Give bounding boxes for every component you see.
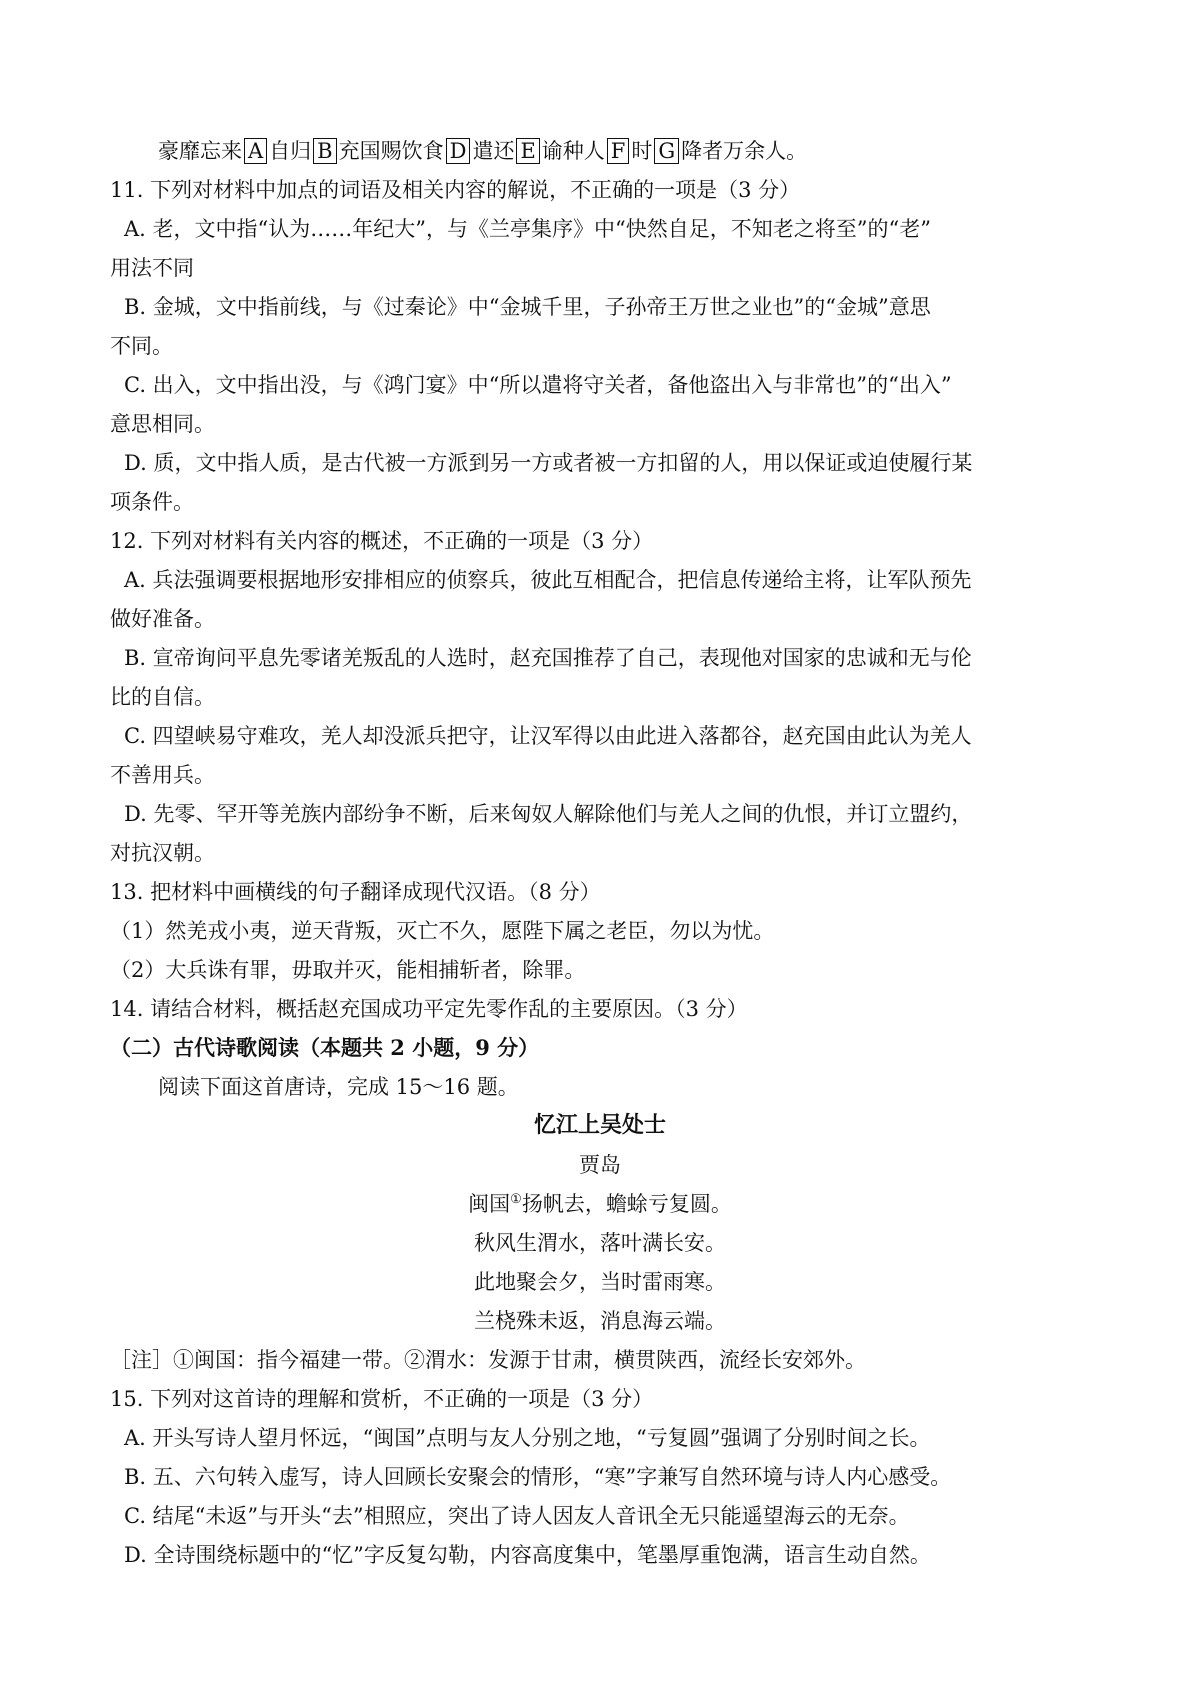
passage-text: 自归 xyxy=(269,139,312,163)
boxed-marker-b: B xyxy=(313,138,336,164)
poem-notes: ［注］①闽国：指今福建一带。②渭水：发源于甘肃，横贯陕西，流经长安郊外。 xyxy=(110,1348,866,1372)
poem-text: 扬帆去，蟾蜍亏复圆。 xyxy=(521,1192,732,1216)
passage-text: 降者万余人。 xyxy=(681,139,808,163)
q12-option-a-cont: 做好准备。 xyxy=(110,607,215,631)
passage-text: 谕种人 xyxy=(541,139,605,163)
q11-option-b-cont: 不同。 xyxy=(110,334,173,358)
q12-option-d-cont: 对抗汉朝。 xyxy=(110,841,215,865)
q15-option-c: C. 结尾“未返”与开头“去”相照应，突出了诗人因友人音讯全无只能遥望海云的无奈。 xyxy=(124,1504,910,1528)
question-14-stem: 14. 请结合材料，概括赵充国成功平定先零作乱的主要原因。（3 分） xyxy=(110,997,748,1021)
question-13-stem: 13. 把材料中画横线的句子翻译成现代汉语。（8 分） xyxy=(110,880,601,904)
q11-option-c-cont: 意思相同。 xyxy=(110,412,215,436)
q12-option-b: B. 宣帝询问平息先零诸羌叛乱的人选时，赵充国推荐了自己，表现他对国家的忠诚和无与伦 xyxy=(124,646,972,670)
section-heading: （二）古代诗歌阅读（本题共 2 小题，9 分） xyxy=(110,1035,540,1060)
passage-text: 充国赐饮食 xyxy=(338,139,444,163)
q12-option-b-cont: 比的自信。 xyxy=(110,685,215,709)
q12-option-a: A. 兵法强调要根据地形安排相应的侦察兵，彼此互相配合，把信息传递给主将，让军队预先 xyxy=(124,568,972,592)
passage-text: 遣还 xyxy=(472,139,515,163)
q12-option-c: C. 四望峡易守难攻，羌人却没派兵把守，让汉军得以由此进入落都谷，赵充国由此认为羌人 xyxy=(124,724,972,748)
boxed-marker-e: E xyxy=(516,138,539,164)
footnote-marker: ① xyxy=(510,1192,522,1207)
passage-text: 豪靡忘来 xyxy=(158,139,242,163)
question-11-stem: 11. 下列对材料中加点的词语及相关内容的解说，不正确的一项是（3 分） xyxy=(110,178,801,202)
section-instruction: 阅读下面这首唐诗，完成 15～16 题。 xyxy=(158,1075,519,1099)
boxed-marker-a: A xyxy=(244,138,267,164)
q15-option-b: B. 五、六句转入虚写，诗人回顾长安聚会的情形，“寒”字兼写自然环境与诗人内心感受。 xyxy=(124,1465,952,1489)
passage-continuation xyxy=(158,131,1148,171)
q15-option-d: D. 全诗围绕标题中的“忆”字反复勾勒，内容高度集中，笔墨厚重饱满，语言生动自然。 xyxy=(124,1543,931,1567)
poem-text: 闽国 xyxy=(468,1192,511,1216)
q12-option-d: D. 先零、罕开等羌族内部纷争不断，后来匈奴人解除他们与羌人之间的仇恨，并订立盟约， xyxy=(124,802,973,826)
boxed-marker-f: F xyxy=(607,138,630,164)
q13-sentence-2: （2）大兵诛有罪，毋取并灭，能相捕斩者，除罪。 xyxy=(110,958,586,982)
q11-option-d: D. 质，文中指人质，是古代被一方派到另一方或者被一方扣留的人，用以保证或迫使履行某 xyxy=(124,451,973,475)
poem-line-4: 兰桡殊未返，消息海云端。 xyxy=(474,1309,726,1333)
q15-option-a: A. 开头写诗人望月怀远，“闽国”点明与友人分别之地，“亏复圆”强调了分别时间之长。 xyxy=(124,1426,931,1450)
poem-title: 忆江上吴处士 xyxy=(533,1113,666,1138)
q11-option-b: B. 金城，文中指前线，与《过秦论》中“金城千里，子孙帝王万世之业也”的“金城”意思 xyxy=(124,295,931,319)
poem-line-1 xyxy=(0,1184,1200,1224)
poem-line-3: 此地聚会夕，当时雷雨寒。 xyxy=(474,1270,726,1294)
question-15-stem: 15. 下列对这首诗的理解和赏析，不正确的一项是（3 分） xyxy=(110,1387,654,1411)
passage-text: 时 xyxy=(631,139,653,163)
boxed-marker-d: D xyxy=(446,138,471,164)
q13-sentence-1: （1）然羌戎小夷，逆天背叛，灭亡不久，愿陛下属之老臣，勿以为忧。 xyxy=(110,919,775,943)
q11-option-c: C. 出入，文中指出没，与《鸿门宴》中“所以遣将守关者，备他盗出入与非常也”的“出入” xyxy=(124,373,952,397)
question-12-stem: 12. 下列对材料有关内容的概述，不正确的一项是（3 分） xyxy=(110,529,654,553)
q11-option-d-cont: 项条件。 xyxy=(110,490,194,514)
q12-option-c-cont: 不善用兵。 xyxy=(110,763,215,787)
q11-option-a: A. 老，文中指“认为……年纪大”，与《兰亭集序》中“快然自足，不知老之将至”的“老” xyxy=(124,217,931,241)
poem-author: 贾岛 xyxy=(579,1153,621,1177)
poem-line-2: 秋风生渭水，落叶满长安。 xyxy=(474,1231,726,1255)
boxed-marker-g: G xyxy=(654,138,679,164)
q11-option-a-cont: 用法不同 xyxy=(110,256,194,280)
